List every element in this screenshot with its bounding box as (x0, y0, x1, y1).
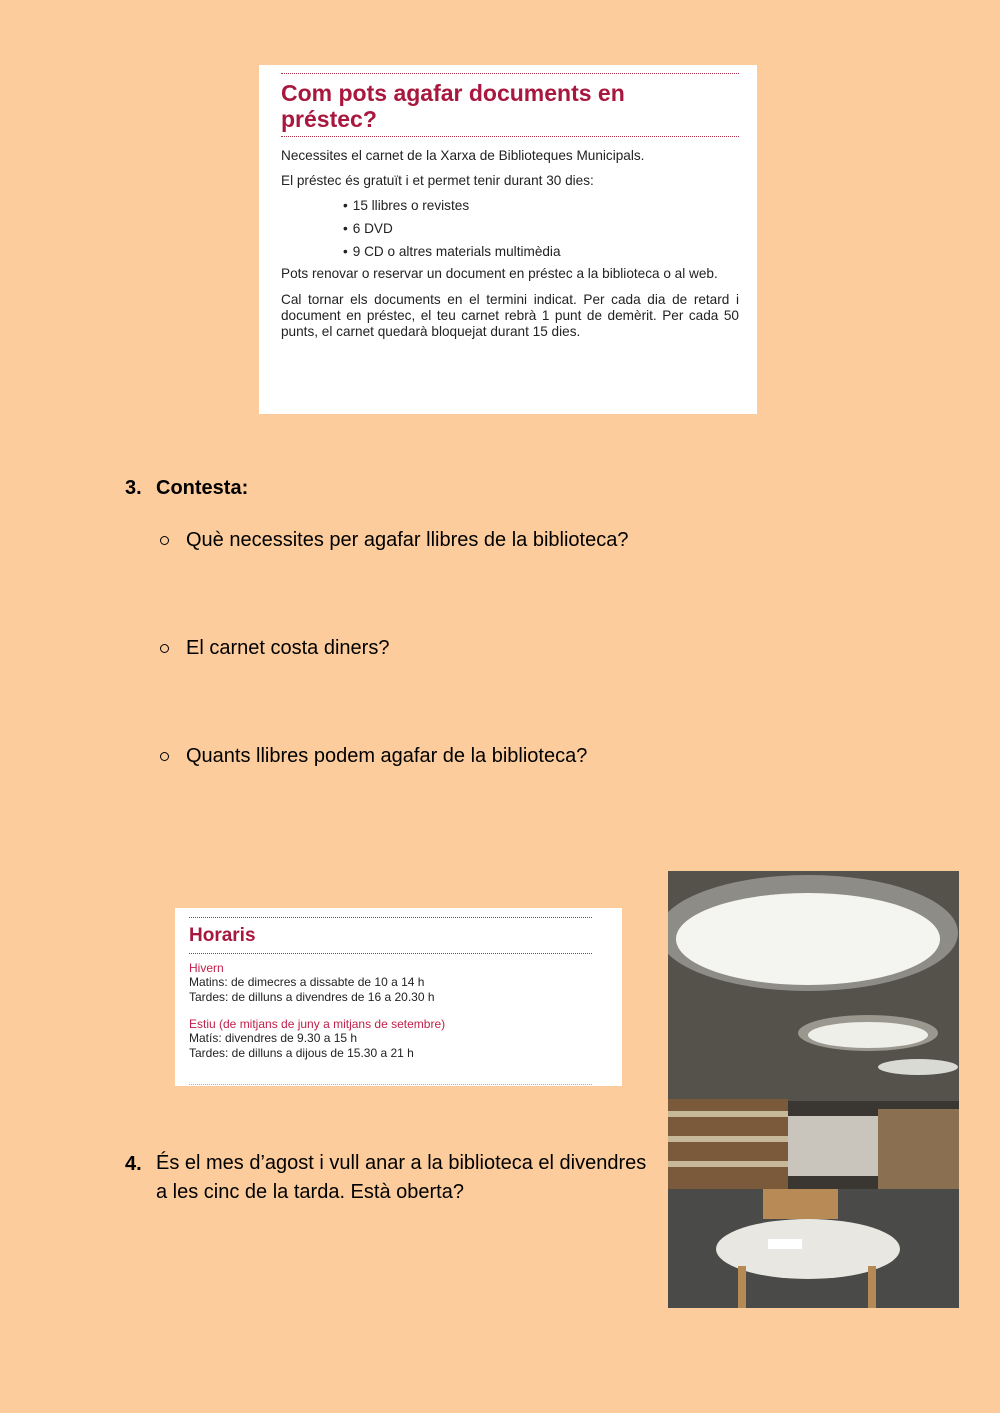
hours-card (175, 908, 622, 1086)
loan-card-paragraph: Cal tornar els documents en el termini indicat. Per cada dia de retard i document en préstec, el teu carnet rebrà 1 punt de demèrit. Per cada 50 punts, el carnet quedarà bloquejat durant 15 dies. (281, 292, 739, 339)
question-item: Quants llibres podem agafar de la biblioteca? (186, 745, 588, 767)
summer-label: Estiu (de mitjans de juny a mitjans de setembre) (189, 1017, 446, 1031)
winter-label: Hivern (189, 961, 224, 975)
question-item: El carnet costa diners? (186, 637, 390, 659)
loan-items-list (343, 194, 739, 263)
summer-afternoon-hours: Tardes: de dilluns a dijous de 15.30 a 21 h (189, 1046, 414, 1060)
divider (189, 917, 592, 918)
loan-card-title: Com pots agafar documents en préstec? (281, 80, 625, 132)
winter-morning-hours: Matins: de dimecres a dissabte de 10 a 14 h (189, 975, 425, 989)
question-4-number: 4. (125, 1153, 142, 1175)
list-item: • 6 DVD (343, 217, 739, 240)
loan-card-paragraph: El préstec és gratuït i et permet tenir durant 30 dies: (281, 173, 594, 188)
circle-bullet-icon (160, 536, 169, 545)
circle-bullet-icon (160, 752, 169, 761)
list-item: • 9 CD o altres materials multimèdia (343, 240, 739, 263)
loan-card-paragraph: Pots renovar o reservar un document en préstec a la biblioteca o al web. (281, 266, 718, 281)
divider (281, 136, 739, 137)
list-item: • 15 llibres o revistes (343, 194, 739, 217)
divider (189, 953, 592, 954)
loan-card-paragraph: Necessites el carnet de la Xarxa de Biblioteques Municipals. (281, 148, 645, 163)
divider (281, 73, 739, 74)
library-photo (668, 871, 959, 1308)
question-3-number: 3. (125, 477, 142, 499)
summer-morning-hours: Matís: divendres de 9.30 a 15 h (189, 1031, 358, 1045)
question-4-text: És el mes d’agost i vull anar a la biblioteca el divendres a les cinc de la tarda. Està oberta? (156, 1152, 647, 1203)
question-item: Què necessites per agafar llibres de la biblioteca? (186, 529, 629, 551)
winter-afternoon-hours: Tardes: de dilluns a divendres de 16 a 20.30 h (189, 990, 435, 1004)
loan-info-card (259, 65, 757, 414)
hours-card-title: Horaris (189, 925, 256, 946)
question-3-title: Contesta: (156, 477, 249, 499)
divider (189, 1084, 592, 1085)
circle-bullet-icon (160, 644, 169, 653)
